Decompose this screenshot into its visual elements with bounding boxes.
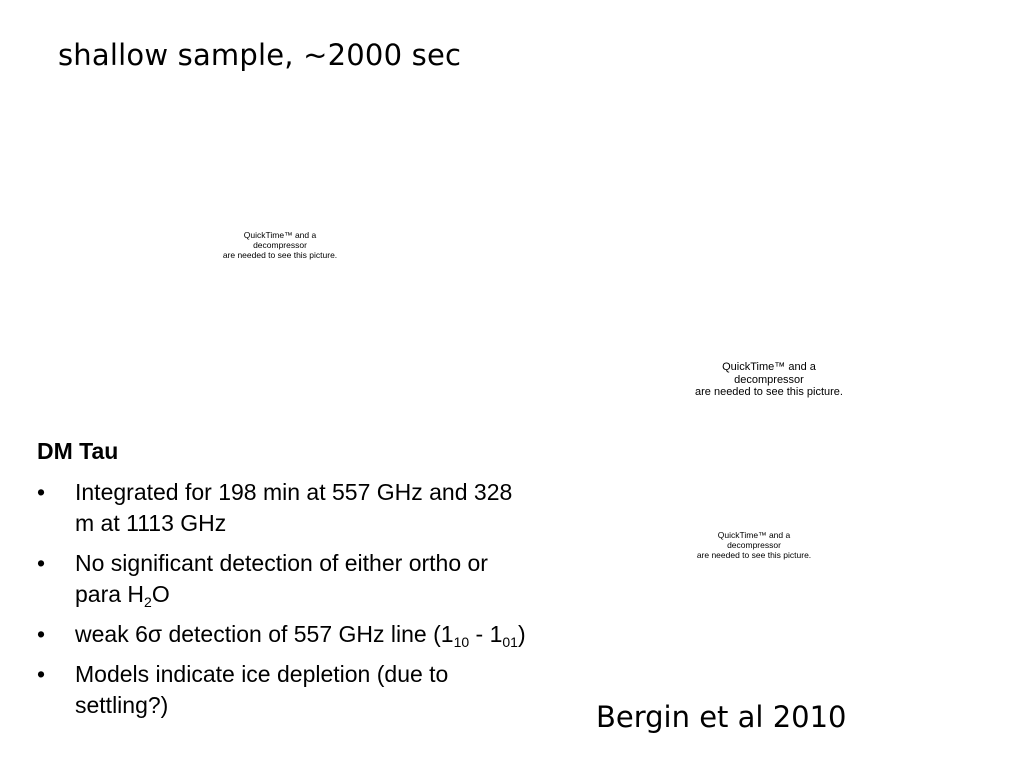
- quicktime-placeholder-1: [190, 231, 370, 260]
- slide-body: [37, 436, 527, 730]
- placeholder-line: QuickTime™ and a: [717, 530, 791, 540]
- placeholder-line: are needed to see this picture.: [696, 549, 812, 560]
- bullet-icon: •: [37, 621, 46, 647]
- bullet-icon: •: [37, 550, 46, 576]
- bullet-icon: •: [37, 479, 46, 505]
- subscript: 01: [502, 634, 518, 650]
- placeholder-line: decompressor: [734, 373, 804, 386]
- placeholder-line: are needed to see this picture.: [222, 249, 338, 260]
- subscript: 10: [453, 634, 470, 650]
- bullet-text: [75, 550, 488, 610]
- bullet-text-part: No significant detection of either ortho or para H: [75, 550, 488, 607]
- bullet-text: [75, 621, 526, 650]
- bullet-text-part: weak 6σ detection of 557 GHz line (1: [75, 621, 454, 647]
- list-item: [37, 619, 527, 650]
- object-heading: DM Tau: [37, 438, 119, 464]
- bullet-text: Models indicate ice depletion (due to settling?): [75, 661, 449, 718]
- bullet-text-part: O: [151, 581, 170, 607]
- placeholder-line: QuickTime™ and a: [722, 361, 816, 373]
- list-item: [37, 548, 527, 610]
- citation: Bergin et al 2010: [596, 700, 847, 734]
- placeholder-line: are needed to see this picture.: [695, 386, 843, 399]
- bullet-list: [37, 477, 527, 721]
- bullet-icon: •: [37, 661, 46, 687]
- bullet-text: Integrated for 198 min at 557 GHz and 328 m at 1113 GHz: [75, 479, 513, 536]
- list-item: [37, 659, 527, 721]
- placeholder-line: decompressor: [253, 239, 307, 250]
- subscript: 2: [144, 594, 152, 610]
- placeholder-line: decompressor: [727, 539, 781, 550]
- placeholder-line: QuickTime™ and a: [243, 230, 317, 240]
- bullet-text-part: - 1: [469, 621, 503, 647]
- slide-title: shallow sample, ~2000 sec: [58, 38, 462, 72]
- bullet-text-part: ): [517, 621, 526, 647]
- quicktime-placeholder-3: [674, 531, 834, 560]
- quicktime-placeholder-2: [664, 361, 874, 399]
- list-item: [37, 477, 527, 539]
